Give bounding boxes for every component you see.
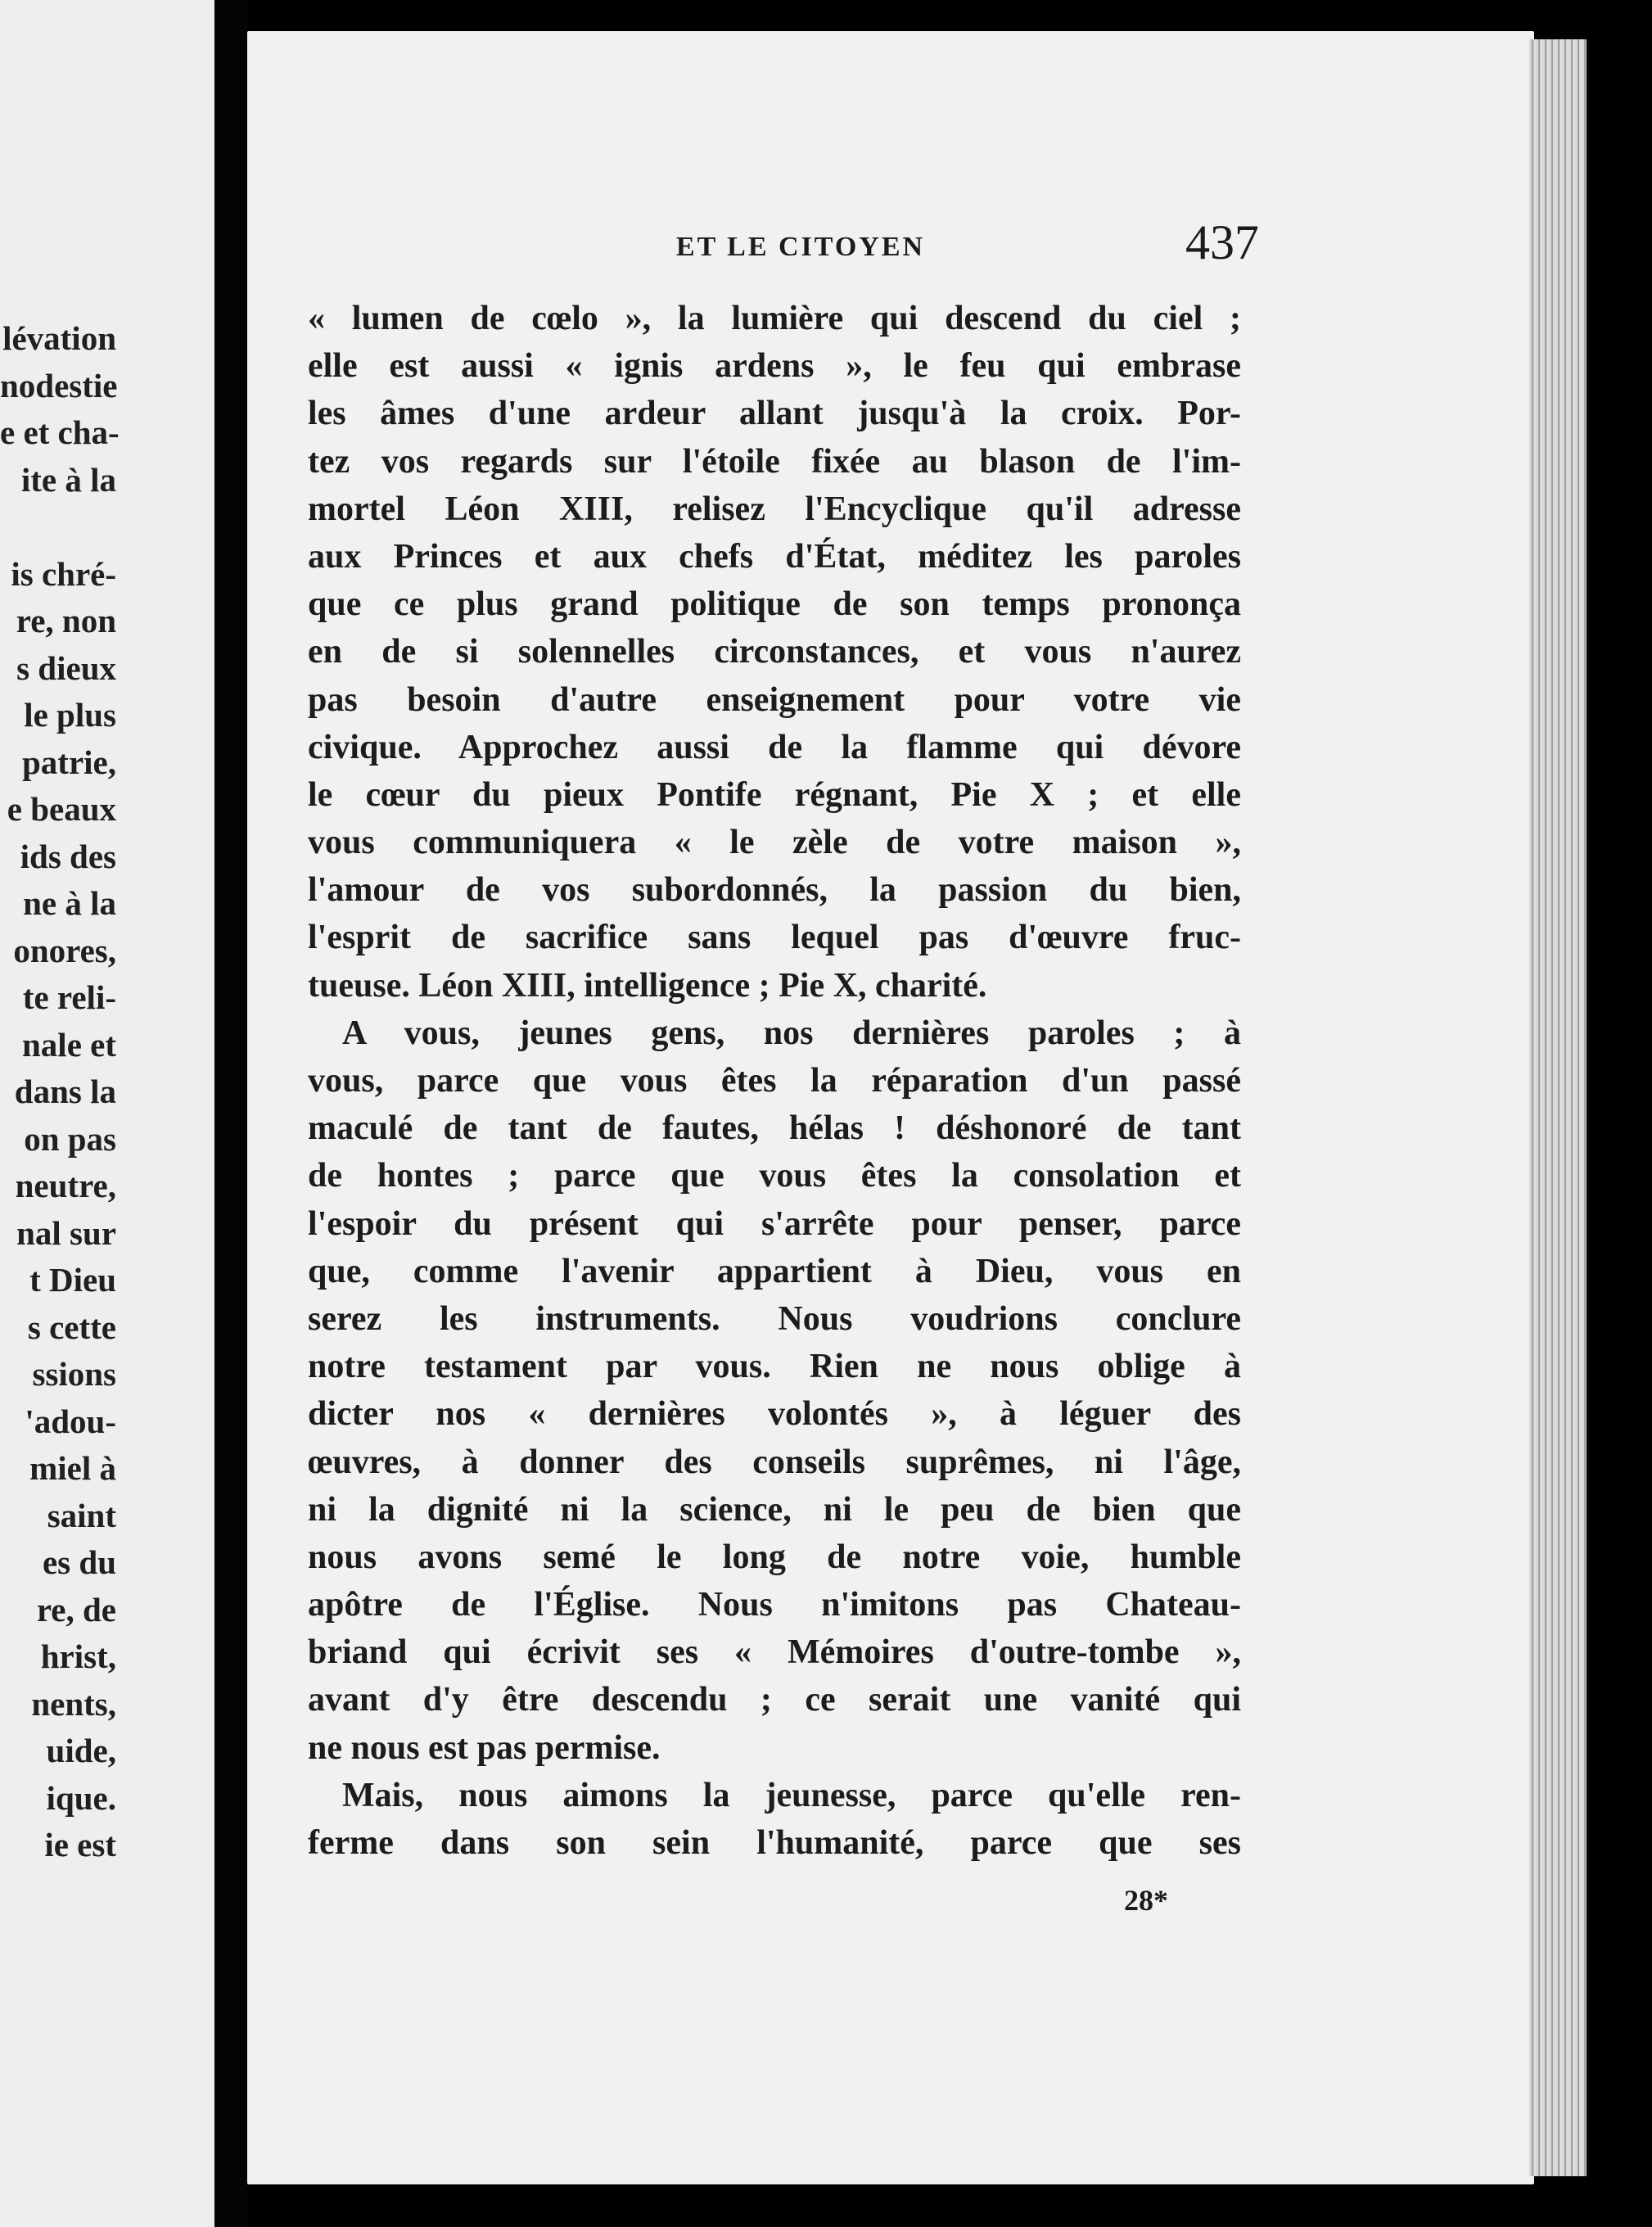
facing-page-line: s cette <box>27 1308 116 1346</box>
facing-page-line: neutre, <box>15 1167 116 1204</box>
text-line: nous avons semé le long de notre voie, humble <box>308 1538 1241 1576</box>
edge-shadow <box>1587 33 1652 2227</box>
facing-page-line: ique. <box>46 1778 116 1817</box>
facing-page-line: ite à la <box>20 460 116 499</box>
facing-page-line: e beaux <box>7 790 116 828</box>
text-line: que, comme l'avenir appartient à Dieu, vous en <box>308 1252 1241 1290</box>
facing-page-line: nodestie <box>0 366 118 404</box>
signature-mark: 28* <box>1124 1884 1168 1917</box>
facing-page-line: nal sur <box>16 1213 116 1252</box>
facing-page-line: t Dieu <box>29 1261 116 1299</box>
facing-page-line: is chré- <box>11 554 116 593</box>
facing-page-line: ie est <box>44 1826 116 1863</box>
text-line: maculé de tant de fautes, hélas ! déshonoré de tant <box>308 1109 1241 1148</box>
running-head: ET LE CITOYEN <box>675 232 926 262</box>
facing-page-line: e et cha- <box>0 413 120 451</box>
facing-page-line: ssions <box>32 1355 116 1393</box>
text-line: œuvres, à donner des conseils suprêmes, ni l'âge, <box>308 1443 1241 1481</box>
text-line: elle est aussi « ignis ardens », le feu qui embrase <box>308 347 1241 386</box>
text-line: apôtre de l'Église. Nous n'imitons pas Chateau- <box>308 1586 1241 1624</box>
facing-page-line: lévation <box>2 319 116 357</box>
facing-page-line: on pas <box>24 1119 116 1158</box>
facing-page-line: ids des <box>20 837 116 875</box>
facing-page-line: dans la <box>14 1073 116 1110</box>
facing-page-line: onores, <box>13 931 116 969</box>
facing-page-line: le plus <box>24 696 116 734</box>
text-line: ni la dignité ni la science, ni le peu de bien que <box>308 1490 1241 1529</box>
text-line: briand qui écrivit ses « Mémoires d'outre-tombe », <box>308 1633 1241 1672</box>
text-line: ne nous est pas permise. <box>308 1728 661 1767</box>
text-line: vous communiquera « le zèle de votre maison », <box>308 824 1241 862</box>
text-line: les âmes d'une ardeur allant jusqu'à la croix. Por- <box>308 395 1241 433</box>
facing-page-line: 'adou- <box>25 1402 116 1440</box>
text-line: serez les instruments. Nous voudrions conclure <box>308 1299 1241 1338</box>
text-line: l'amour de vos subordonnés, la passion du bien, <box>308 871 1241 910</box>
facing-page-line: re, de <box>36 1590 116 1628</box>
facing-page-line: nale et <box>22 1025 116 1064</box>
page-number: 437 <box>1185 215 1259 269</box>
facing-page-text <box>0 315 120 1869</box>
text-line: aux Princes et aux chefs d'État, méditez les paroles <box>308 537 1241 576</box>
body-text <box>308 295 1241 1867</box>
text-line: l'espoir du présent qui s'arrête pour penser, parce <box>308 1204 1241 1243</box>
text-line: en de si solennelles circonstances, et vous n'aurez <box>308 633 1241 671</box>
text-line: vous, parce que vous êtes la réparation d'un passé <box>308 1062 1241 1100</box>
text-line: dicter nos « dernières volontés », à léguer des <box>308 1395 1241 1434</box>
text-line: pas besoin d'autre enseignement pour votre vie <box>308 680 1241 719</box>
text-line: tez vos regards sur l'étoile fixée au blason de l'im- <box>308 442 1241 481</box>
text-line: l'esprit de sacrifice sans lequel pas d'œuvre fruc- <box>308 919 1241 957</box>
page-edges <box>1529 39 1587 2176</box>
facing-page-line: re, non <box>16 602 116 639</box>
facing-page-line: te reli- <box>22 978 116 1016</box>
text-line: tueuse. Léon XIII, intelligence ; Pie X, charité. <box>308 966 987 1005</box>
text-line: A vous, jeunes gens, nos dernières paroles ; à <box>342 1014 1241 1052</box>
facing-page-line: s dieux <box>16 648 116 687</box>
facing-page-line: hrist, <box>40 1638 116 1675</box>
text-line: le cœur du pieux Pontife régnant, Pie X ; et elle <box>308 775 1241 814</box>
facing-page-line: saint <box>47 1496 116 1534</box>
text-line: mortel Léon XIII, relisez l'Encyclique qu'il adresse <box>308 490 1241 528</box>
text-line: avant d'y être descendu ; ce serait une vanité qui <box>308 1681 1241 1719</box>
facing-page-line: ne à la <box>23 884 116 922</box>
text-line: que ce plus grand politique de son temps prononça <box>308 585 1241 624</box>
text-line: ferme dans son sein l'humanité, parce que ses <box>308 1824 1241 1862</box>
text-line: civique. Approchez aussi de la flamme qui dévore <box>308 728 1241 766</box>
book-gutter <box>214 0 247 2227</box>
facing-page-line: es du <box>42 1543 116 1581</box>
facing-page-line: patrie, <box>22 743 116 781</box>
facing-page <box>0 0 214 2227</box>
facing-page-line: nents, <box>31 1684 116 1723</box>
text-line: de hontes ; parce que vous êtes la consolation et <box>308 1157 1241 1195</box>
text-line: notre testament par vous. Rien ne nous oblige à <box>308 1348 1241 1386</box>
facing-page-line: uide, <box>46 1732 116 1769</box>
facing-page-line <box>0 504 116 551</box>
text-line: Mais, nous aimons la jeunesse, parce qu'elle ren- <box>342 1776 1241 1814</box>
facing-page-line: miel à <box>29 1449 116 1487</box>
text-line: « lumen de cœlo », la lumière qui descend du ciel ; <box>308 300 1241 337</box>
